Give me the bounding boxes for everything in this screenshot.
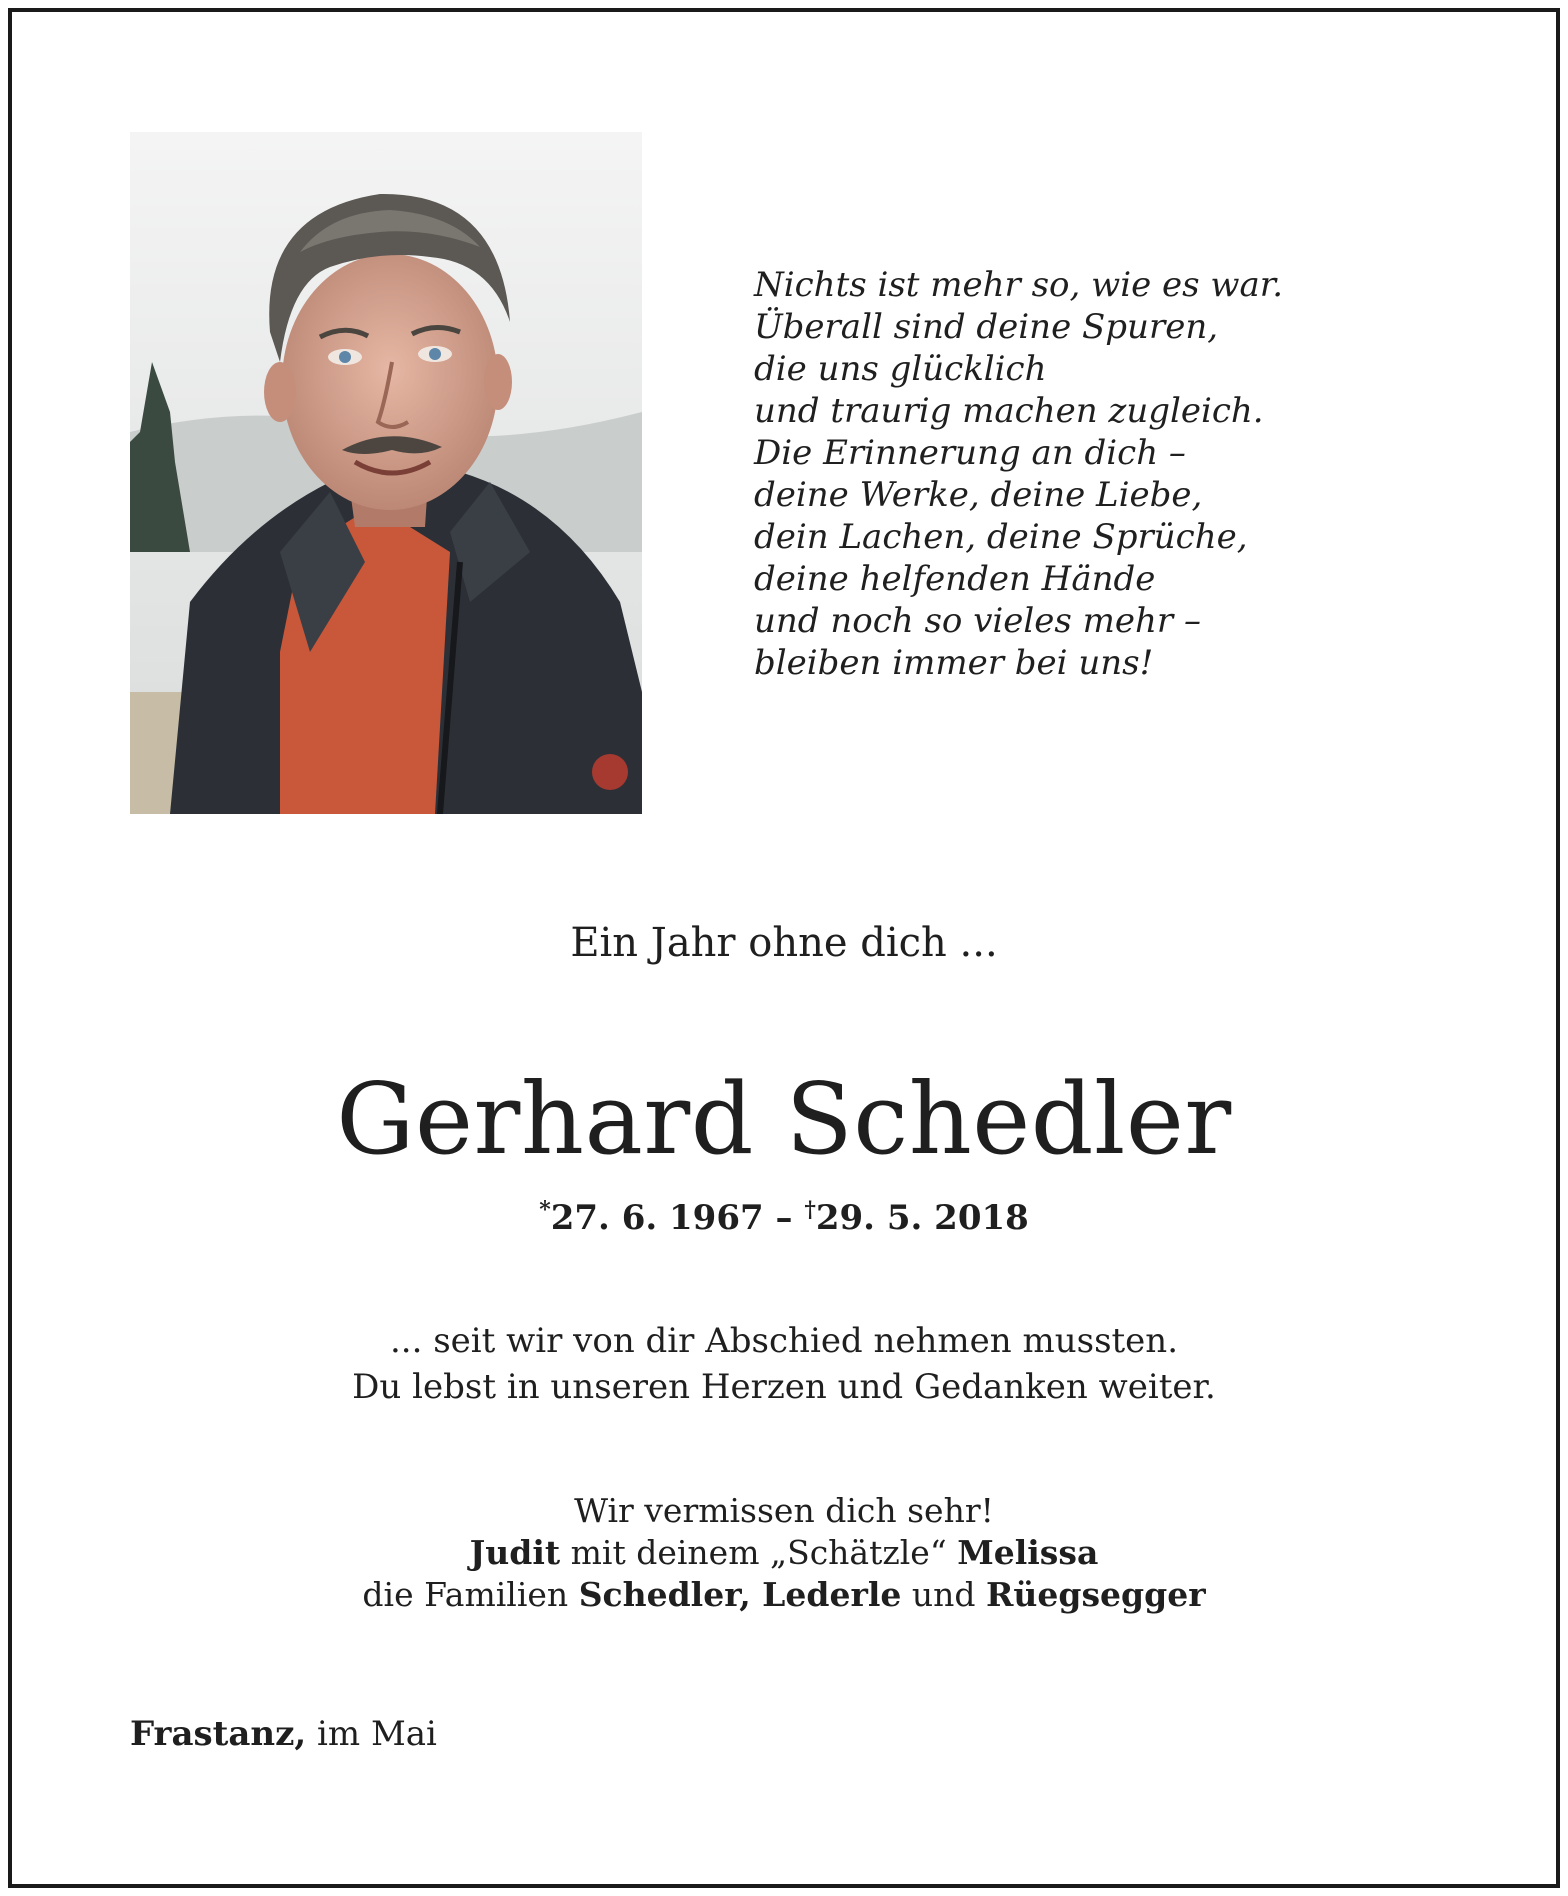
- mourners-block: [0, 1490, 1568, 1616]
- farewell-line-2: Du lebst in unseren Herzen und Gedanken weiter.: [352, 1367, 1216, 1407]
- mourners-and: und: [901, 1575, 986, 1614]
- mourners-line-2-text: mit deinem „Schätzle“: [560, 1533, 958, 1572]
- deceased-name: Gerhard Schedler: [336, 1063, 1232, 1177]
- mourners-line-3-text: die Familien: [362, 1575, 579, 1614]
- life-dates: [0, 1188, 1568, 1240]
- mourner-families: Schedler, Lederle: [578, 1575, 902, 1614]
- death-symbol: †: [804, 1197, 816, 1223]
- poem-line: Überall sind deine Spuren,: [754, 307, 1219, 347]
- subtitle: Ein Jahr ohne dich ...: [570, 920, 998, 966]
- portrait-photo: [130, 132, 642, 814]
- mourners-line-2: [0, 1532, 1568, 1574]
- date-dash: –: [763, 1198, 805, 1238]
- location-time: im Mai: [306, 1714, 437, 1754]
- poem-line: und noch so vieles mehr –: [754, 601, 1201, 641]
- poem-line: dein Lachen, deine Sprüche,: [754, 517, 1248, 557]
- death-date: 29. 5. 2018: [815, 1198, 1029, 1238]
- poem-line: deine helfenden Hände: [754, 559, 1156, 599]
- birth-symbol: *: [539, 1197, 551, 1223]
- farewell-line-1: ... seit wir von dir Abschied nehmen mussten.: [389, 1321, 1179, 1361]
- poem-line: Nichts ist mehr so, wie es war.: [754, 265, 1284, 305]
- poem-line: Die Erinnerung an dich –: [754, 433, 1186, 473]
- location-line: [130, 1712, 437, 1756]
- mourners-intro: Wir vermissen dich sehr!: [574, 1491, 994, 1530]
- mourners-line-3: [0, 1574, 1568, 1616]
- mourner-melissa: Melissa: [957, 1533, 1099, 1572]
- poem-line: bleiben immer bei uns!: [754, 643, 1154, 683]
- poem-line: und traurig machen zugleich.: [754, 391, 1264, 431]
- location-place: Frastanz,: [130, 1714, 307, 1754]
- farewell-text: [0, 1318, 1568, 1410]
- poem-line: die uns glücklich: [754, 349, 1047, 389]
- birth-date: 27. 6. 1967: [550, 1198, 764, 1238]
- mourner-ruegsegger: Rüegsegger: [985, 1575, 1206, 1614]
- mourner-judit: Judit: [469, 1533, 561, 1572]
- poem: [754, 264, 1454, 684]
- portrait-photo-icon: [130, 132, 642, 814]
- poem-line: deine Werke, deine Liebe,: [754, 475, 1203, 515]
